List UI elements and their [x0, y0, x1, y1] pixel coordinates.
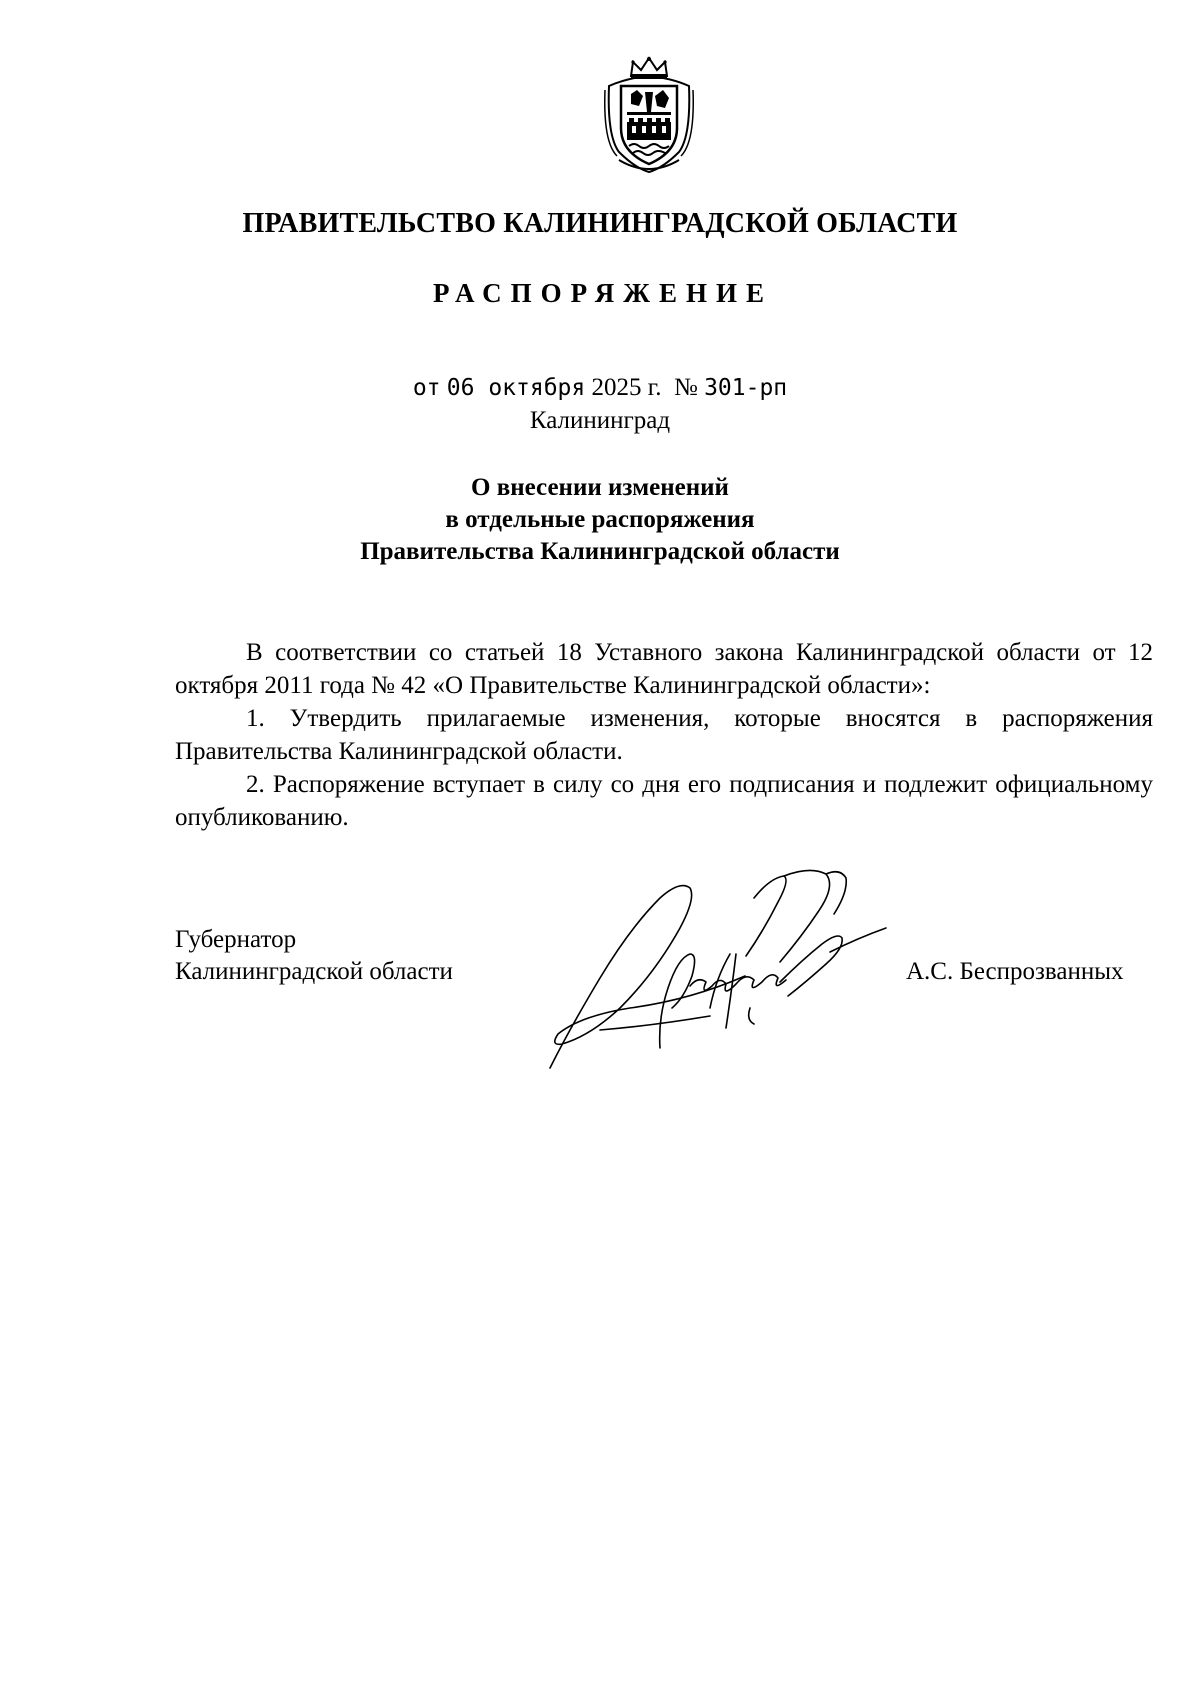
- document-city: Калининград: [529, 407, 671, 434]
- document-date-number: [0, 374, 1200, 402]
- organization-title: ПРАВИТЕЛЬСТВО КАЛИНИНГРАДСКОЙ ОБЛАСТИ: [242, 208, 958, 239]
- subject-line: в отдельные распоряжения: [445, 506, 755, 533]
- signer-position-line: Калининградской области: [175, 958, 453, 985]
- document-type-heading: РАСПОРЯЖЕНИЕ: [432, 278, 774, 308]
- document-number: 301-рп: [704, 375, 788, 401]
- signer-name: А.С. Беспрозванных: [906, 958, 1124, 985]
- document-subject: [0, 472, 1200, 568]
- date-prefix: от: [412, 375, 441, 401]
- signer-position: [175, 924, 453, 988]
- date-year: 2025 г.: [591, 374, 662, 401]
- subject-line: О внесении изменений: [471, 474, 729, 501]
- number-sign: №: [673, 374, 698, 401]
- body-paragraph: 1. Утвердить прилагаемые изменения, которые вносятся в распоряжения Правительства Калининградской области.: [175, 705, 1153, 765]
- coat-of-arms-icon: [601, 56, 697, 174]
- subject-line: Правительства Калининградской области: [360, 538, 840, 565]
- signer-position-line: Губернатор: [175, 926, 297, 953]
- date-value: 06 октября: [446, 375, 586, 401]
- body-paragraph: В соответствии со статьей 18 Уставного закона Калининградской области от 12 октября 2011 года № 42 «О Правительстве Калининградской области»:: [175, 639, 1153, 699]
- document-body: [175, 636, 1153, 834]
- handwritten-signature: [540, 858, 940, 1078]
- body-paragraph: 2. Распоряжение вступает в силу со дня его подписания и подлежит официальному опубликованию.: [175, 771, 1153, 831]
